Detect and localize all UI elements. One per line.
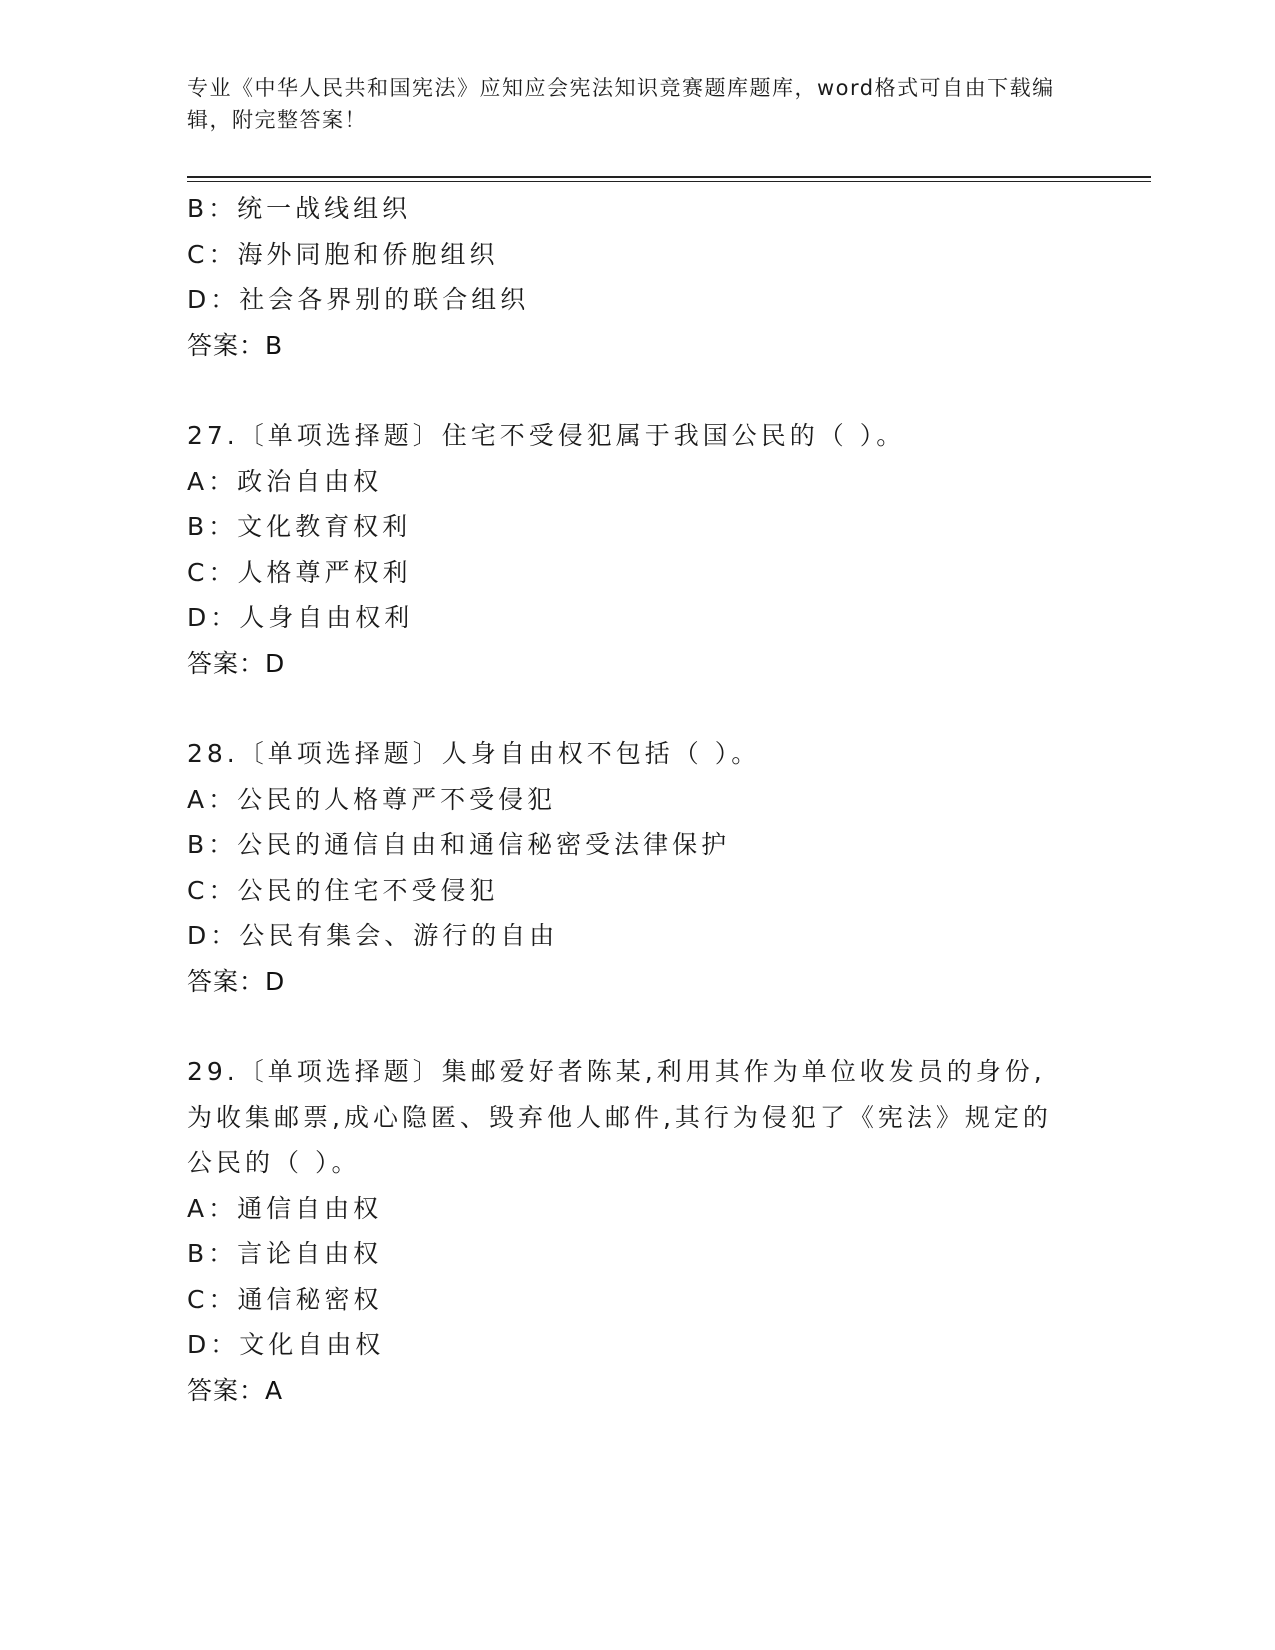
option-c: C：通信秘密权 — [187, 1284, 383, 1314]
answer-line: 答案：A — [187, 1375, 284, 1405]
question-block-26 — [187, 186, 1087, 368]
option-b: B：公民的通信自由和通信秘密受法律保护 — [187, 830, 731, 859]
question-stem: 27.〔单项选择题〕住宅不受侵犯属于我国公民的（ ）。 — [187, 421, 906, 450]
option-d: D：公民有集会、游行的自由 — [187, 921, 559, 950]
option-b: B：统一战线组织 — [187, 194, 412, 223]
question-block-28 — [187, 731, 1087, 1004]
option-a: A：公民的人格尊严不受侵犯 — [187, 784, 557, 814]
option-b: B：文化教育权利 — [187, 512, 412, 541]
answer-line: 答案：B — [187, 330, 284, 360]
option-c: C：海外同胞和侨胞组织 — [187, 239, 499, 269]
spacer — [187, 686, 1087, 731]
header-divider — [187, 176, 1151, 182]
option-c: C：人格尊严权利 — [187, 557, 412, 587]
document-header: 专业《中华人民共和国宪法》应知应会宪法知识竞赛题库题库，word格式可自由下载编辑，附完整答案！ — [187, 76, 1055, 132]
question-block-27 — [187, 413, 1087, 686]
spacer — [187, 368, 1087, 413]
option-d: D：人身自由权利 — [187, 603, 414, 632]
question-stem: 28.〔单项选择题〕人身自由权不包括（ ）。 — [187, 739, 761, 768]
option-a: A：通信自由权 — [187, 1193, 383, 1223]
option-d: D：文化自由权 — [187, 1330, 385, 1359]
option-a: A：政治自由权 — [187, 466, 383, 496]
spacer — [187, 1004, 1087, 1049]
option-d: D：社会各界别的联合组织 — [187, 285, 530, 314]
question-stem: 29.〔单项选择题〕集邮爱好者陈某,利用其作为单位收发员的身份,为收集邮票,成心隐匿、毁弃他人邮件,其行为侵犯了《宪法》规定的公民的（ ）。 — [187, 1057, 1052, 1177]
answer-line: 答案：D — [187, 966, 286, 996]
question-block-29 — [187, 1049, 1087, 1413]
option-c: C：公民的住宅不受侵犯 — [187, 875, 499, 905]
answer-line: 答案：D — [187, 648, 286, 678]
question-list — [187, 186, 1087, 1413]
option-b: B：言论自由权 — [187, 1239, 383, 1268]
